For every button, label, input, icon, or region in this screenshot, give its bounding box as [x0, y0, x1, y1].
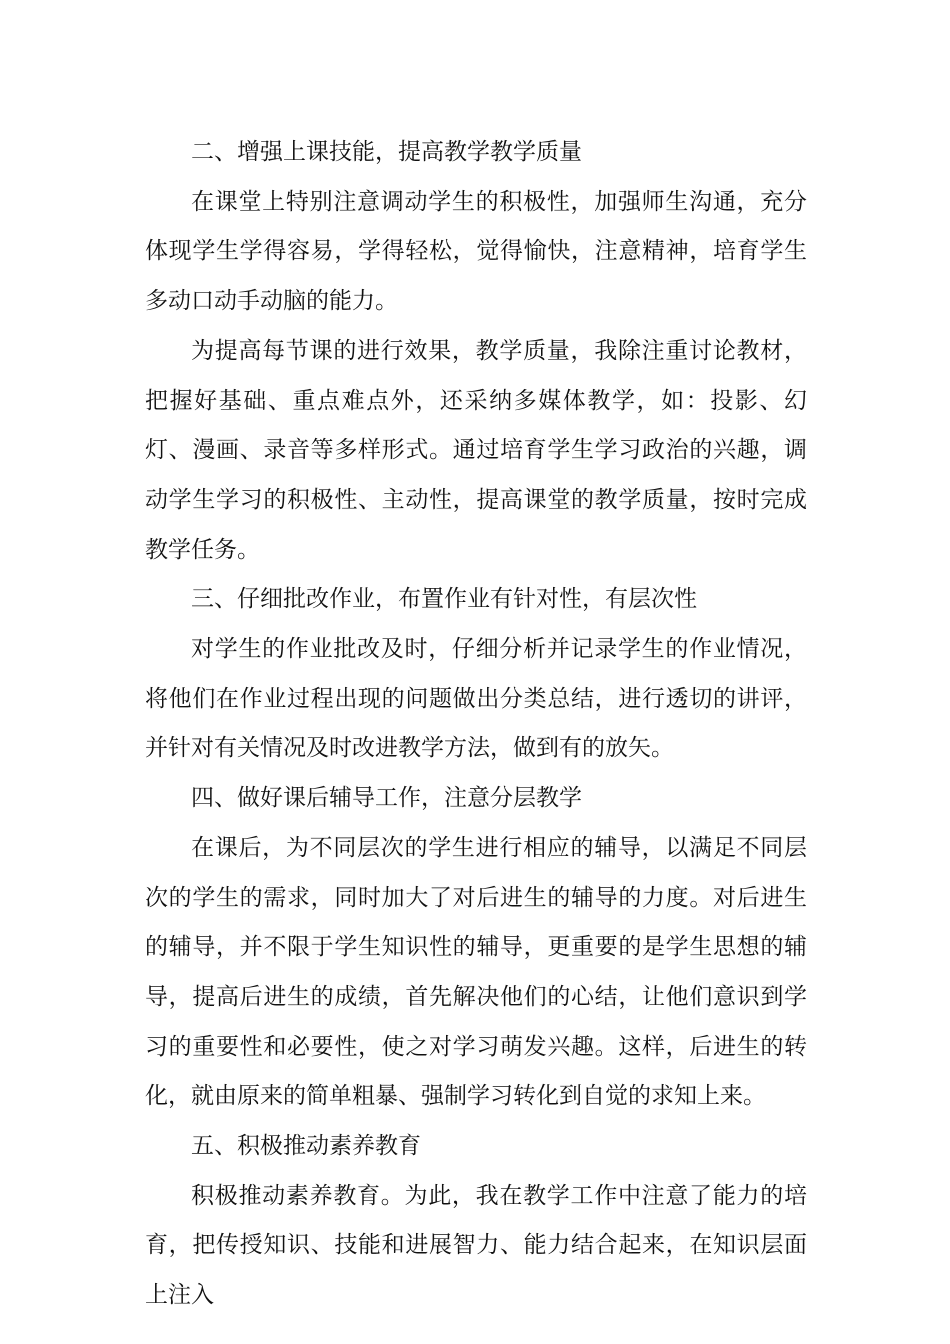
section-heading-2: 二、增强上课技能，提高教学教学质量: [191, 139, 582, 165]
paragraph-2b: 为提高每节课的进行效果，教学质量，我除注重讨论教材，把握好基础、重点难点外，还采纳多媒体教学，如：投影、幻灯、漫画、录音等多样形式。通过培育学生学习政治的兴趣，调动学生学习的积极性、主动性，提高课堂的教学质量，按时完成教学任务。: [145, 337, 807, 563]
document-body: [145, 128, 807, 1321]
paragraph-5: 积极推动素养教育。为此，我在教学工作中注意了能力的培育，把传授知识、技能和进展智力、能力结合起来，在知识层面上注入: [145, 1182, 807, 1309]
paragraph-4: 在课后，为不同层次的学生进行相应的辅导，以满足不同层次的学生的需求，同时加大了对后进生的辅导的力度。对后进生的辅导，并不限于学生知识性的辅导，更重要的是学生思想的辅导，提高后进生的成绩，首先解决他们的心结，让他们意识到学习的重要性和必要性，使之对学习萌发兴趣。这样，后进生的转化，就由原来的简单粗暴、强制学习转化到自觉的求知上来。: [145, 834, 807, 1110]
paragraph-2a: 在课堂上特别注意调动学生的积极性，加强师生沟通，充分体现学生学得容易，学得轻松，觉得愉快，注意精神，培育学生多动口动手动脑的能力。: [145, 188, 807, 315]
section-heading-5: 五、积极推动素养教育: [191, 1133, 421, 1160]
paragraph-3: 对学生的作业批改及时，仔细分析并记录学生的作业情况，将他们在作业过程出现的问题做出分类总结，进行透切的讲评，并针对有关情况及时改进教学方法，做到有的放矢。: [145, 636, 807, 762]
section-heading-3: 三、仔细批改作业，布置作业有针对性，有层次性: [191, 586, 697, 613]
section-heading-4: 四、做好课后辅导工作，注意分层教学: [191, 785, 582, 812]
